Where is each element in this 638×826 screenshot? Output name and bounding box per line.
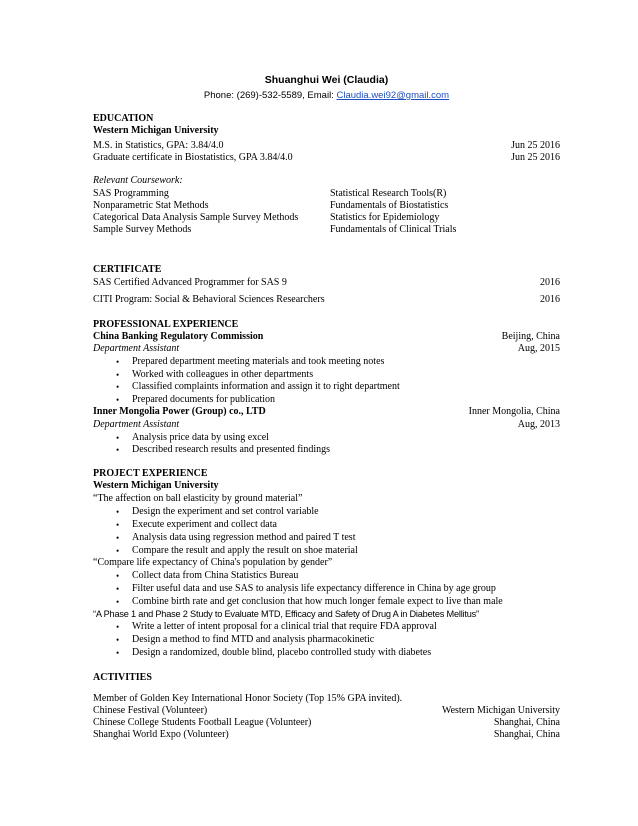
certificate-year: 2016 xyxy=(540,294,560,305)
education-school: Western Michigan University xyxy=(93,125,219,136)
list-item: • Worked with colleagues in other departments xyxy=(93,369,599,381)
degree-date: Jun 25 2016 xyxy=(511,140,560,151)
job-date: Aug, 2015 xyxy=(517,343,560,354)
activity-text: Member of Golden Key International Honor Society (Top 15% GPA invited). xyxy=(93,693,403,704)
job-role-row xyxy=(93,343,560,355)
activity-row xyxy=(93,693,560,705)
list-item: • Described research results and presented findings xyxy=(93,444,599,456)
activity-row xyxy=(93,729,560,741)
certificate-text: SAS Certified Advanced Programmer for SAS 9 xyxy=(93,277,287,288)
certificate-text: CITI Program: Social & Behavioral Sciences Researchers xyxy=(93,294,325,305)
degree-text: Graduate certificate in Biostatistics, GPA 3.84/4.0 xyxy=(93,152,293,163)
course-item: Fundamentals of Biostatistics xyxy=(330,200,449,211)
job-role: Department Assistant xyxy=(93,343,180,354)
job-org-row xyxy=(93,406,560,418)
project-title: “A Phase 1 and Phase 2 Study to Evaluate MTD, Efficacy and Safety of Drug A in Diabetes Mellitus” xyxy=(93,609,479,619)
job-org: China Banking Regulatory Commission xyxy=(93,331,264,342)
activity-right: Western Michigan University xyxy=(441,705,560,716)
course-item: Categorical Data Analysis Sample Survey Methods xyxy=(93,212,299,223)
course-item: Sample Survey Methods xyxy=(93,224,192,235)
course-row xyxy=(93,224,560,236)
degree-date: Jun 25 2016 xyxy=(511,152,560,163)
job-org: Inner Mongolia Power (Group) co., LTD xyxy=(93,406,266,417)
list-item: • Design a method to find MTD and analysis pharmacokinetic xyxy=(93,634,599,646)
list-item: • Execute experiment and collect data xyxy=(93,519,599,531)
degree-line xyxy=(93,152,560,164)
course-row xyxy=(93,212,560,224)
list-item: • Analysis price data by using excel xyxy=(93,432,599,444)
list-item: • Prepared department meeting materials and took meeting notes xyxy=(93,356,599,368)
course-row xyxy=(93,200,560,212)
email-link[interactable]: Claudia.wei92@gmail.com xyxy=(336,90,450,101)
list-item: • Write a letter of intent proposal for a clinical trial that require FDA approval xyxy=(93,621,599,633)
course-item: Nonparametric Stat Methods xyxy=(93,200,209,211)
list-item: • Design a randomized, double blind, placebo controlled study with diabetes xyxy=(93,647,599,659)
activity-text: Shanghai World Expo (Volunteer) xyxy=(93,729,229,740)
project-title: “Compare life expectancy of China's population by gender” xyxy=(93,557,333,568)
certificate-row xyxy=(93,277,560,289)
resume-name: Shuanghui Wei (Claudia) xyxy=(264,74,389,86)
activity-row xyxy=(93,705,560,717)
projects-school: Western Michigan University xyxy=(93,480,219,491)
degree-text: M.S. in Statistics, GPA: 3.84/4.0 xyxy=(93,140,224,151)
coursework-label: Relevant Coursework: xyxy=(93,175,183,186)
job-location: Inner Mongolia, China xyxy=(468,406,560,417)
activity-row xyxy=(93,717,560,729)
list-item: • Analysis data using regression method and paired T test xyxy=(93,532,599,544)
list-item: • Classified complaints information and assign it to right department xyxy=(93,381,599,393)
list-item: • Design the experiment and set control variable xyxy=(93,506,599,518)
job-role-row xyxy=(93,419,560,431)
list-item: • Compare the result and apply the result on shoe material xyxy=(93,545,599,557)
job-org-row xyxy=(93,331,560,343)
job-role: Department Assistant xyxy=(93,419,180,430)
list-item: • Combine birth rate and get conclusion that how much longer female expect to live than male xyxy=(93,596,599,608)
activity-text: Chinese Festival (Volunteer) xyxy=(93,705,208,716)
course-row xyxy=(93,188,560,200)
course-item: SAS Programming xyxy=(93,188,169,199)
activity-right: Shanghai, China xyxy=(493,729,560,740)
activity-right: Shanghai, China xyxy=(493,717,560,728)
professional-heading: PROFESSIONAL EXPERIENCE xyxy=(93,319,239,330)
list-item: • Collect data from China Statistics Bureau xyxy=(93,570,599,582)
degree-line xyxy=(93,140,560,152)
certificate-year: 2016 xyxy=(540,277,560,288)
list-item: • Prepared documents for publication xyxy=(93,394,599,406)
certificate-row xyxy=(93,294,560,306)
course-item: Fundamentals of Clinical Trials xyxy=(330,224,457,235)
course-item: Statistics for Epidemiology xyxy=(330,212,440,223)
certificate-heading: CERTIFICATE xyxy=(93,264,162,275)
list-item: • Filter useful data and use SAS to analysis life expectancy difference in China by age group xyxy=(93,583,599,595)
contact-line xyxy=(93,90,560,101)
project-title: “The affection on ball elasticity by ground material” xyxy=(93,493,303,504)
contact-phone: Phone: (269)-532-5589, Email: xyxy=(203,90,337,101)
job-date: Aug, 2013 xyxy=(517,419,560,430)
activities-heading: ACTIVITIES xyxy=(93,672,152,683)
job-location: Beijing, China xyxy=(501,331,560,342)
course-item: Statistical Research Tools(R) xyxy=(330,188,447,199)
projects-heading: PROJECT EXPERIENCE xyxy=(93,468,208,479)
education-heading: EDUCATION xyxy=(93,113,154,124)
activity-text: Chinese College Students Football League (Volunteer) xyxy=(93,717,312,728)
